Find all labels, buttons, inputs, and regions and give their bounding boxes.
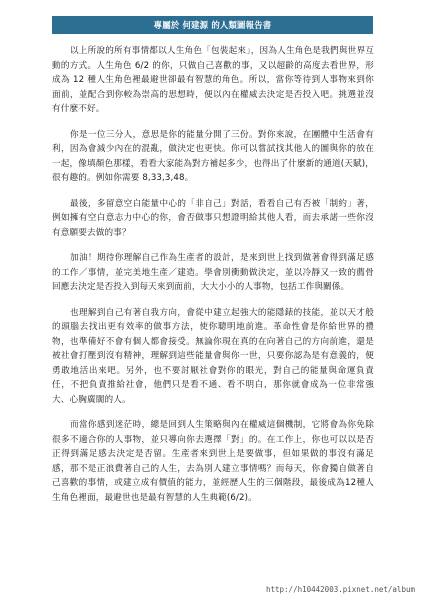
report-header-title: 專屬於 何建源 的人類圖報告書 <box>52 16 373 34</box>
paragraph-triple-split: 你是一位三分人，意思是你的能量分開了三份。對你來說，在團體中生活會有利，因為會減少內在的混亂，做決定也更快。你可以嘗試找其他人的圖與你的放在一起，像填顏色那樣，看看大家能為對方補起多少，也得出了什麼新的通道(天賦)，很有趣的。例如你需要 8,33,3,48。 <box>52 129 374 183</box>
paragraph-strategy-authority: 而當你感到迷茫時，總是回到人生策略與內在權威這個機制，它將會為你免除很多不適合你的人事物，並只導向你去選擇「對」的。在工作上，你也可以以是否正得到滿足感去決定是否留。生產者來到世上是要做事，但如果做的事沒有滿足感，那不是正浪費著自己的人生，去為別人建立事情嗎？而每天，你會獨自做著自己喜歡的事情，或建立成有價值的能力，並經歷人生的三個階段，最後成為12種人生角色裡面，最避世也是最有智慧的人生典範(6/2)。 <box>52 420 374 503</box>
album-url-watermark: http://h10442003.pixnet.net/album <box>265 585 415 594</box>
paragraph-not-self: 最後，多留意空白能量中心的「非自己」對話，看看自己有否被「制約」著，例如擁有空白意志力中心的你，會否做事只想證明給其他人看，而去承諾一些你沒有意願要去做的事？ <box>52 198 374 238</box>
paragraph-self-direction: 也理解到自己有著自我方向，會從中建立起強大的能隱錶的技能，並以天才般的頭腦去找出更有效率的做事方法，使你聰明地前進。革命性會是你給世界的禮物，也準備好不會有個人都會接受。無論你現在真的在向著自己的方向前進，還是被社會打壓到沒有精神，理解到這些能量會與你一世，只要你認為是有意義的，便勇敢地活出來吧。另外，也不要討厭社會對你的眼光，對自己的能量與命運負責任，不把負責推給社會，他們只是看不通、看不明白，那你就會成為一位非常強大、心胸廣闊的人。 <box>52 307 374 405</box>
paragraph-life-role: 以上所說的所有事情都以人生角色「包裝起來」，因為人生角色是我們與世界互動的方式。人生角色 6/2 的你，只做自己喜歡的事，又以超齡的高度去看世界，形成為 12 種人生角色裡最避世卻最有智慧的角色。所以，當你等待到人事物來到你面前，並配合到你較為崇高的思想時，便以內在權威去決定是否投入吧。挑選並沒有什麼不好。 <box>52 46 374 114</box>
report-body <box>52 44 374 516</box>
paragraph-generator: 加油！期待你理解自己作為生產者的設計，是來到世上找到做著會得到滿足感的工作／事情，並完美地生產／建造。學會別衝動做決定，並以冷靜又一致的薦骨回應去決定是否投入到每天來到面前，大大小小的人事物，包括工作與關係。 <box>52 253 374 292</box>
